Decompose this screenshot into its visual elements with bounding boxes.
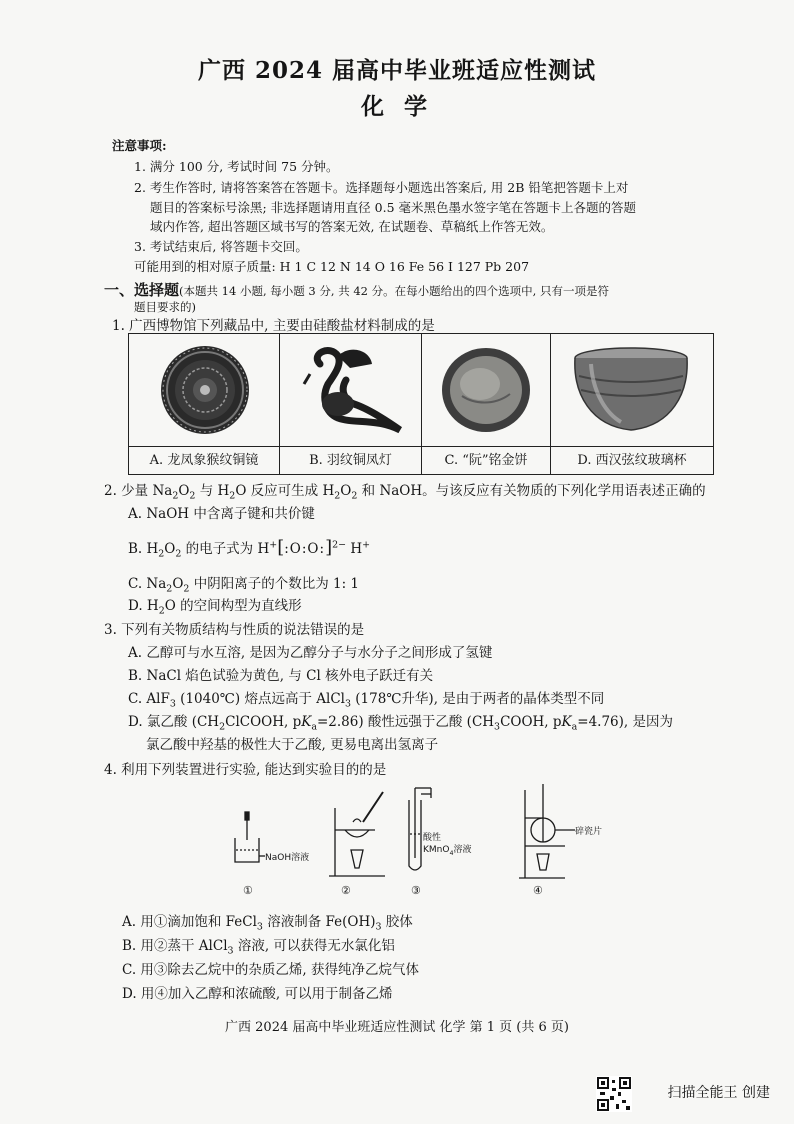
apparatus-num-2: ② [341, 884, 351, 897]
subject-title: 化 学 [360, 93, 433, 120]
q2-stem: 2. 少量 $Na_2O_2$ 与 $H_2O$ 反应可生成 $H_2O_2$ 和 NaOH。与该反应有关物质的下列化学用语表述正确的 [104, 483, 706, 502]
atomic-masses: 可能用到的相对原子质量: H 1 C 12 N 14 O 16 Fe 56 I 127 Pb 207 [134, 259, 530, 274]
qr-code-icon [596, 1076, 632, 1112]
q2-option-d: D. $H_2O$ 的空间构型为直线形 [128, 598, 302, 617]
q4-option-c: C. 用③除去乙烷中的杂质乙烯, 获得纯净乙烷气体 [122, 962, 420, 978]
note-1: 1. 满分 100 分, 考试时间 75 分钟。 [134, 159, 339, 174]
lewis-structure: H+[:O:O:]$^{2-}$ H+ [257, 537, 371, 558]
q1-option-a: A. 龙凤象猴纹铜镜 [129, 446, 279, 475]
q3-option-d-cont: 氯乙酸中羟基的极性大于乙酸, 更易电离出氢离子 [146, 737, 439, 753]
page-footer: 广西 2024 届高中毕业班适应性测试 化学 第 1 页 (共 6 页) [225, 1020, 569, 1035]
label-naoh: NaOH溶液 [265, 853, 310, 863]
q1-cell-c [422, 334, 551, 474]
q1-stem: 1. 广西博物馆下列藏品中, 主要由硅酸盐材料制成的是 [112, 318, 435, 334]
note-2-cont: 题目的答案标号涂黑; 非选择题请用直径 0.5 毫米黑色墨水签字笔在答题卡上各题的答题 [150, 200, 637, 215]
q3-stem: 3. 下列有关物质结构与性质的说法错误的是 [104, 622, 365, 638]
q3-option-d: D. 氯乙酸 ($CH_2ClCOOH$, $pK_a=2.86$) 酸性远强于乙酸 ($CH_3COOH$, $pK_a=4.76$), 是因为 [128, 714, 673, 733]
q4-option-b: B. 用②蒸干 AlCl$_3$ 溶液, 可以获得无水氯化铝 [122, 938, 395, 957]
label-porcelain-chip: 碎瓷片 [575, 827, 603, 837]
apparatus-num-1: ① [243, 884, 253, 897]
q1-cell-a [129, 334, 280, 474]
glass-cup-image [551, 334, 713, 446]
label-acid: 酸性 [423, 833, 442, 843]
q4-option-d: D. 用④加入乙醇和浓硫酸, 可以用于制备乙烯 [122, 986, 393, 1002]
q3-option-a: A. 乙醇可与水互溶, 是因为乙醇分子与水分子之间形成了氢键 [128, 645, 493, 661]
q4-apparatus-diagram [225, 778, 625, 903]
label-kmno4: KMnO$_4$溶液 [423, 845, 472, 857]
q3-option-c: C. AlF$_3$ (1040℃) 熔点远高于 AlCl$_3$ (178℃升华), 是由于两者的晶体类型不同 [128, 691, 605, 710]
q3-option-b: B. NaCl 焰色试验为黄色, 与 Cl 核外电子跃迁有关 [128, 668, 434, 684]
section-heading [104, 279, 609, 300]
note-3: 3. 考试结束后, 将答题卡交回。 [134, 239, 308, 254]
section-desc-cont: 题目要求的) [134, 300, 196, 314]
q1-cell-d [551, 334, 713, 474]
notes-heading: 注意事项: [112, 138, 167, 153]
exam-title: 广西 2024 届高中毕业班适应性测试 [197, 57, 597, 84]
q4-option-a: A. 用①滴加饱和 FeCl$_3$ 溶液制备 $Fe(OH)_3$ 胶体 [122, 914, 413, 933]
q1-option-d: D. 西汉弦纹玻璃杯 [551, 446, 713, 475]
scanner-watermark: 扫描全能王 创建 [667, 1085, 770, 1101]
note-2: 2. 考生作答时, 请将答案答在答题卡。选择题每小题选出答案后, 用 2B 铅笔把答题卡上对 [134, 180, 629, 195]
bronze-mirror-image [129, 334, 279, 446]
apparatus-num-4: ④ [533, 884, 543, 897]
q1-cell-b [280, 334, 422, 474]
q2-option-a: A. NaOH 中含离子键和共价键 [128, 506, 315, 522]
q1-option-c: C. “阮”铭金饼 [422, 446, 550, 475]
q2-option-c: C. $Na_2O_2$ 中阴阳离子的个数比为 1: 1 [128, 576, 360, 595]
q1-image-table [128, 333, 714, 475]
gold-cake-image [422, 334, 550, 446]
q1-option-b: B. 羽纹铜凤灯 [280, 446, 421, 475]
q4-stem: 4. 利用下列装置进行实验, 能达到实验目的的是 [104, 762, 387, 778]
phoenix-lamp-image [280, 334, 421, 446]
q2-option-b: B. $H_2O_2$ 的电子式为 H+[:O:O:]$^{2-}$ H+ [128, 537, 371, 560]
note-2-cont2: 域内作答, 超出答题区域书写的答案无效, 在试题卷、草稿纸上作答无效。 [150, 219, 554, 234]
apparatus-num-3: ③ [411, 884, 421, 897]
section-desc: (本题共 14 小题, 每小题 3 分, 共 42 分。在每小题给出的四个选项中, 只有一项是符 [179, 284, 609, 298]
section-title: 一、选择题 [104, 281, 180, 299]
